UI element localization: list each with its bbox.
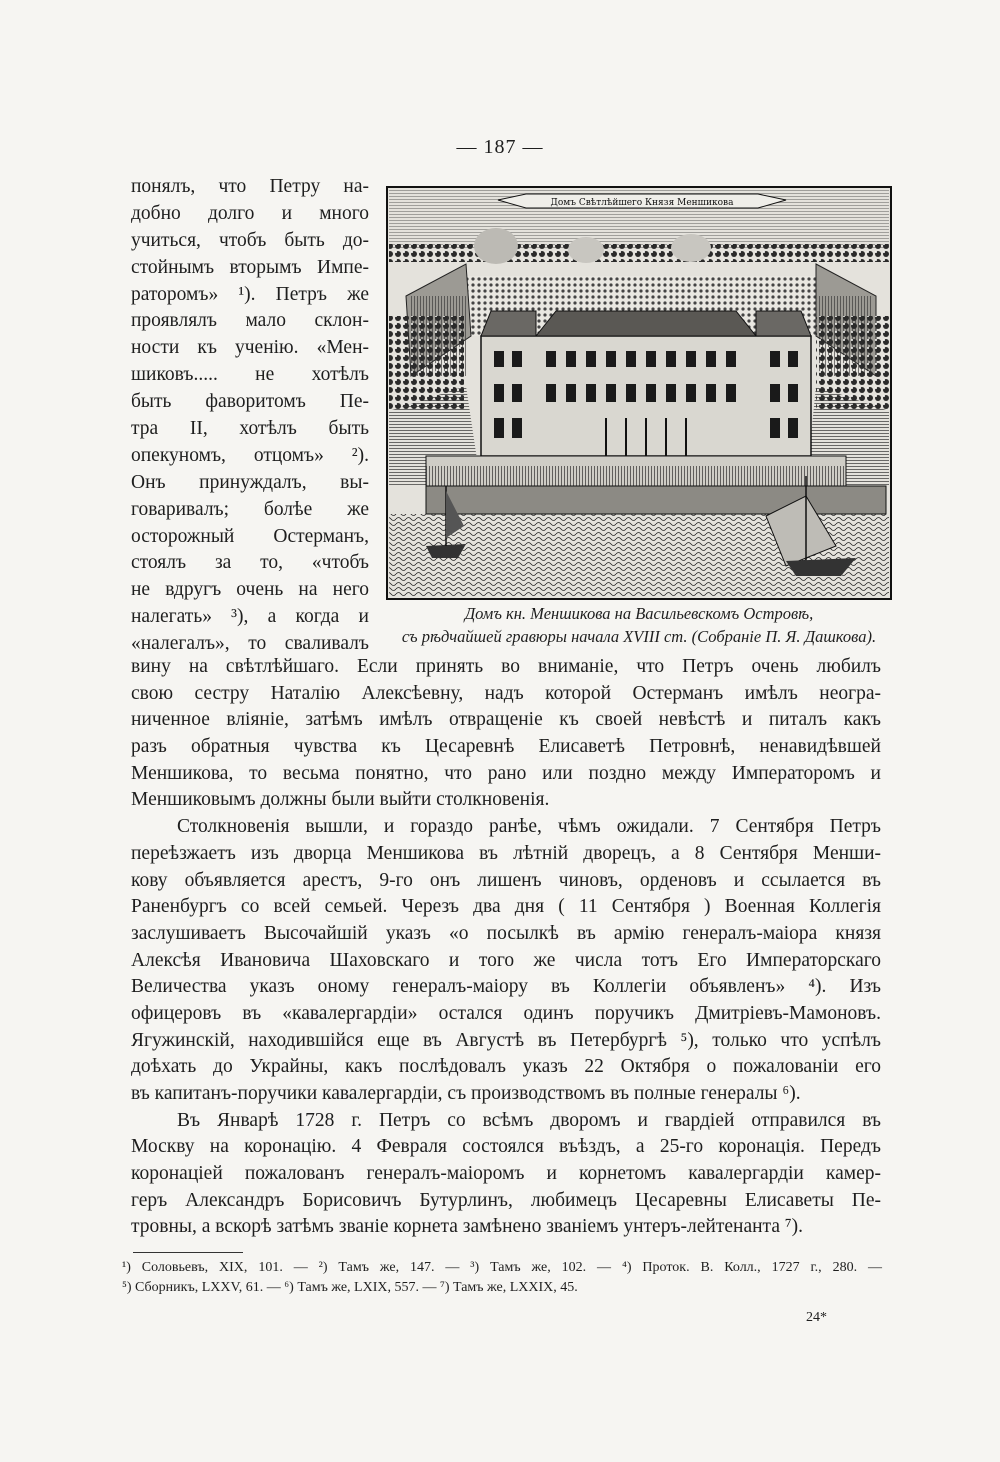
banner-text: Домъ Свѣтлѣйшего Князя Меншикова bbox=[550, 198, 734, 208]
text-line: не вдругъ очень на него bbox=[131, 579, 369, 601]
text-line: Въ Январѣ 1728 г. Петръ со всѣмъ дворомъ и гвардiей отправился въ bbox=[177, 1109, 881, 1131]
page-number: — 187 — bbox=[456, 136, 544, 158]
text-line: свою сестру Наталiю Алексѣевну, надъ которой Остерманъ имѣлъ неогра- bbox=[131, 682, 881, 704]
narrow-text-column bbox=[131, 174, 369, 658]
text-line: Алексѣя Ивановича Шаховскаго и того же числа тотъ Его Императорскаго bbox=[131, 949, 881, 971]
signature-mark: 24* bbox=[806, 1310, 827, 1325]
text-line: учиться, чтобъ быть до- bbox=[131, 229, 369, 251]
text-line: стойнымъ вторымъ Импе- bbox=[131, 256, 369, 278]
footnotes bbox=[122, 1258, 882, 1298]
text-line: добно долго и много bbox=[131, 202, 369, 224]
text-line: Меншикова, то весьма понятно, что рано или поздно между Императоромъ и bbox=[131, 762, 881, 784]
text-line: офицеровъ въ «кавалергардiи» остался одинъ поручикъ Дмитрiевъ-Мамоновъ. bbox=[131, 1002, 881, 1024]
text-line: Ягужинскiй, находившiйся еще въ Августѣ въ Петербургѣ ⁵), только что успѣлъ bbox=[131, 1029, 881, 1051]
text-line: раторомъ» ¹). Петръ же bbox=[131, 283, 369, 305]
text-line: тра II, хотѣлъ быть bbox=[131, 418, 369, 440]
text-line: проявлялъ мало склон- bbox=[131, 310, 369, 332]
caption-line: съ рѣдчайшей гравюры начала XVIII ст. (Собранiе П. Я. Дашкова). bbox=[401, 627, 877, 646]
paragraph bbox=[131, 1108, 881, 1241]
full-text-column bbox=[131, 654, 881, 1241]
paragraph bbox=[131, 654, 881, 814]
illustration-caption bbox=[386, 602, 892, 648]
text-line: въ капитанъ-поручики кавалергардiи, съ производствомъ въ полные генералы ⁶). bbox=[131, 1083, 801, 1104]
text-line: разъ обратныя чувства къ Цесаревнѣ Елисаветѣ Петровнѣ, ненавидѣвшей bbox=[131, 736, 881, 758]
engraving-illustration bbox=[386, 186, 892, 600]
text-line: ности къ ученiю. «Мен- bbox=[131, 337, 369, 359]
text-line: стоялъ за то, «чтобъ bbox=[131, 552, 369, 574]
text-line: вину на свѣтлѣйшаго. Если принять во вниманiе, что Петръ очень любилъ bbox=[131, 656, 881, 677]
text-line: говаривалъ; болѣе же bbox=[131, 498, 369, 520]
text-line: переѣзжаетъ изъ дворца Меншикова въ лѣтнiй дворецъ, а 8 Сентября Менши- bbox=[131, 842, 881, 864]
text-line: тровны, а вскорѣ затѣмъ званiе корнета замѣнено званiемъ унтеръ-лейтенанта ⁷). bbox=[131, 1216, 804, 1238]
text-line: Раненбургъ со всей семьей. Черезъ два дня ( 11 Сентября ) Военная Коллегiя bbox=[131, 896, 881, 918]
text-line: заслушиваетъ Высочайшiй указъ «о посылкѣ въ армiю генералъ-маiора князя bbox=[131, 922, 881, 944]
text-line: шиковъ..... не хотѣлъ bbox=[131, 364, 369, 386]
footnote-line: ⁵) Сборникъ, LXXV, 61. — ⁶) Тамъ же, LXIX, 557. — ⁷) Тамъ же, LXXIX, 45. bbox=[122, 1280, 578, 1295]
text-line: геръ Александръ Борисовичъ Бутурлинъ, любимецъ Цесаревны Елисаветы Пе- bbox=[131, 1189, 881, 1211]
text-line: Величества указъ оному генералъ-маiору въ Коллегiи объявленъ» ⁴). Изъ bbox=[131, 976, 881, 998]
text-line: опекуномъ, отцомъ» ²). bbox=[131, 444, 369, 466]
footnote-divider bbox=[133, 1252, 243, 1253]
text-line: Онъ принуждалъ, вы- bbox=[131, 471, 369, 493]
text-line: Москву на коронацiю. 4 Февраля состоялся въѣздъ, а 25-го коронацiя. Передъ bbox=[131, 1136, 881, 1158]
text-line: осторожный Остерманъ, bbox=[131, 525, 369, 547]
text-line: Столкновенiя вышли, и гораздо ранѣе, чѣмъ ожидали. 7 Сентября Петръ bbox=[177, 816, 881, 838]
text-line: доѣхать до Украйны, какъ послѣдовалъ указъ 22 Октября о пожалованiи его bbox=[131, 1056, 881, 1078]
text-line: кову объявляется арестъ, 9-го онъ лишенъ чиновъ, орденовъ и ссылается въ bbox=[131, 869, 881, 891]
caption-line: Домъ кн. Меншикова на Васильевскомъ Островѣ, bbox=[464, 604, 814, 623]
text-line: «налегалъ», то сваливалъ bbox=[131, 633, 369, 655]
text-line: быть фаворитомъ Пе- bbox=[131, 391, 369, 413]
menshikov-palace-engraving bbox=[386, 186, 892, 600]
text-line: коронацiей пожалованъ генералъ-маiоромъ и корнетомъ кавалергардiи камер- bbox=[131, 1163, 881, 1185]
text-line: понялъ, что Петру на- bbox=[131, 176, 369, 197]
footnote-line: ¹) Соловьевъ, XIX, 101. — ²) Тамъ же, 147. — ³) Тамъ же, 102. — ⁴) Проток. В. Колл., 1727 г., 280. — bbox=[122, 1260, 882, 1275]
text-line: Меншиковымъ должны были выйти столкновенiя. bbox=[131, 789, 550, 811]
text-line: ниченное влiянiе, затѣмъ имѣлъ отвращенiе къ своей невѣстѣ и питалъ какъ bbox=[131, 709, 881, 731]
paragraph bbox=[131, 814, 881, 1108]
text-line: налегать» ³), а когда и bbox=[131, 606, 369, 628]
